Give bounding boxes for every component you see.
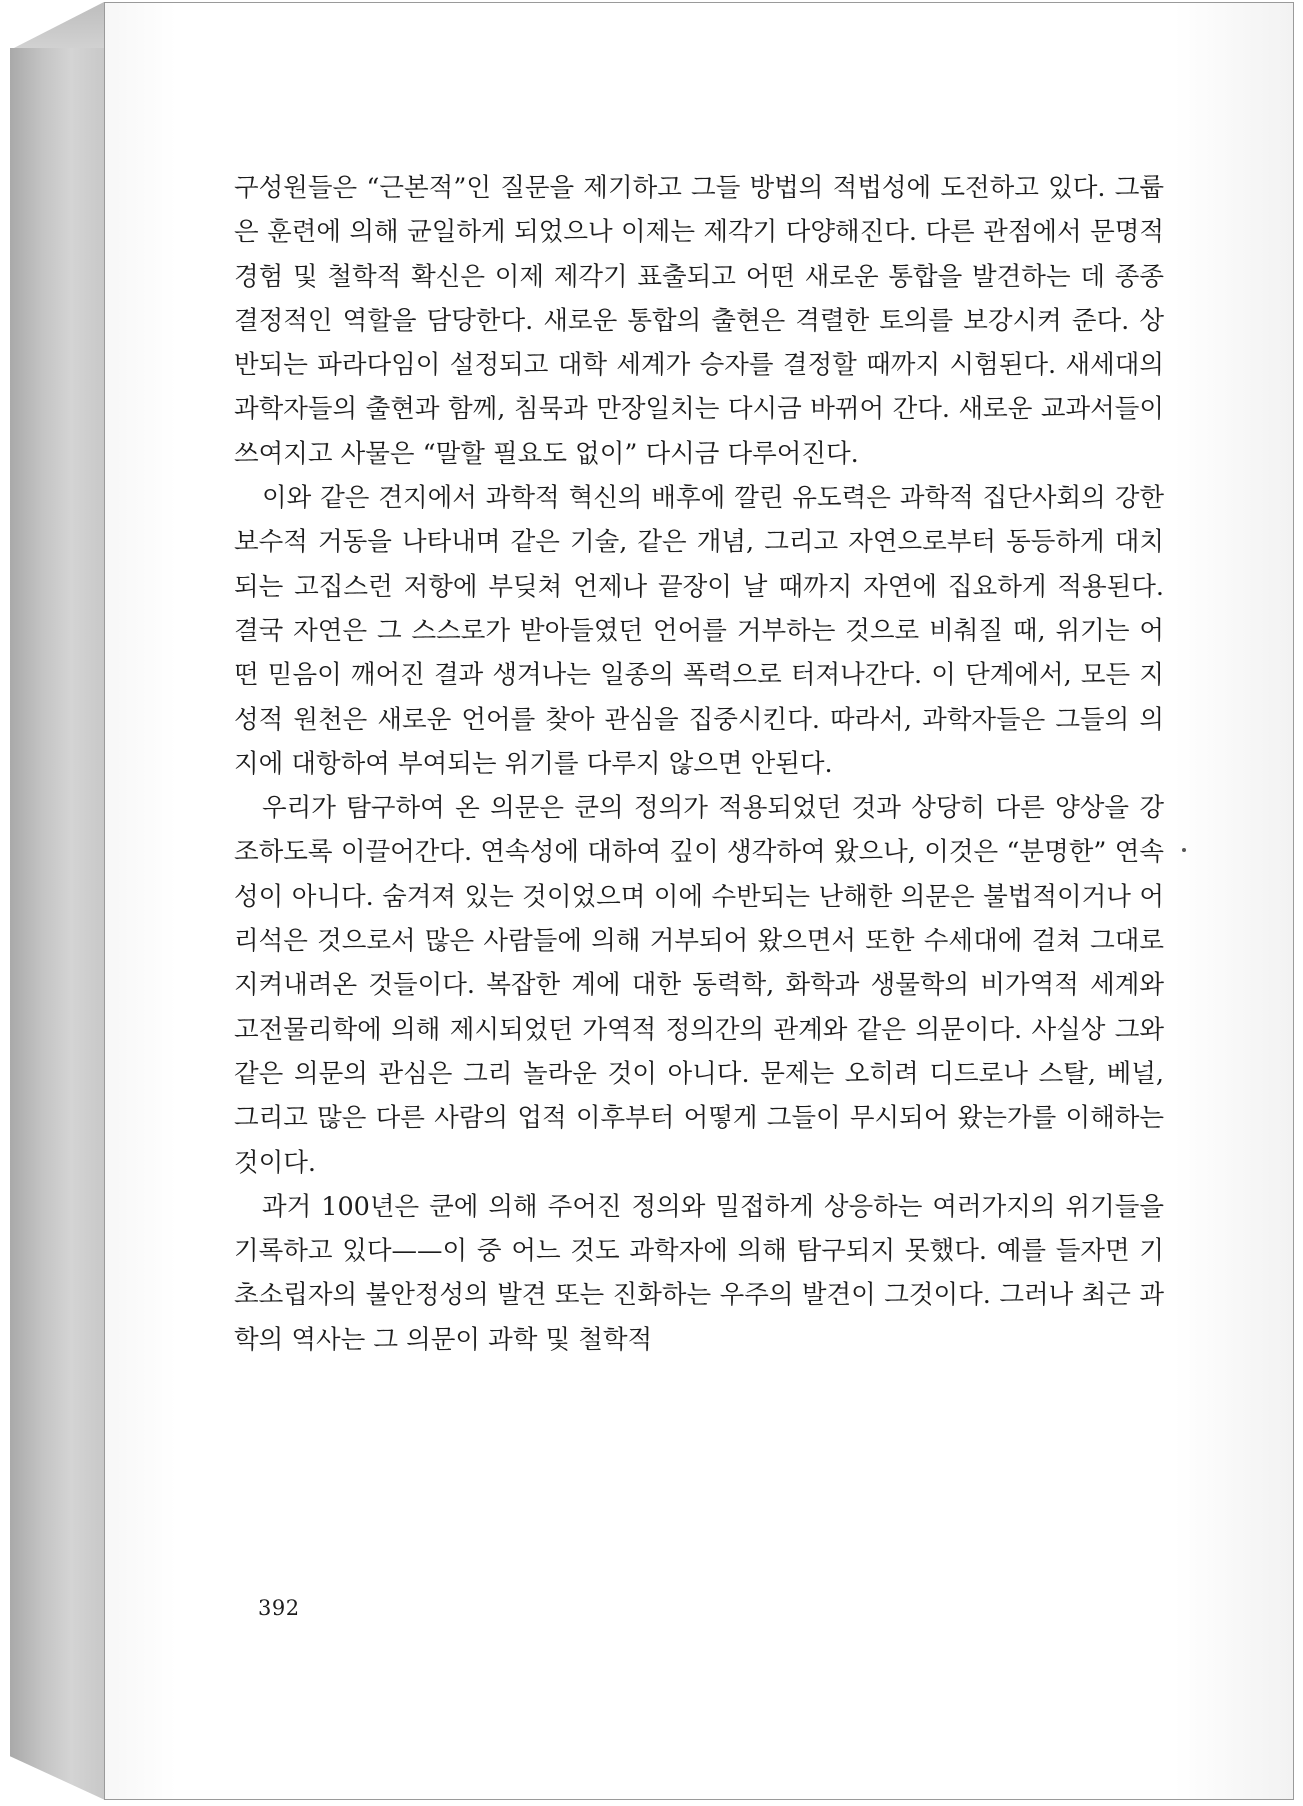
margin-mark xyxy=(1182,848,1186,852)
book-spine-top xyxy=(10,2,104,50)
book-spine xyxy=(10,48,105,1800)
page-text xyxy=(234,166,1164,1362)
paragraph: 우리가 탐구하여 온 의문은 쿤의 정의가 적용되었던 것과 상당히 다른 양상을 강조하도록 이끌어간다. 연속성에 대하여 깊이 생각하여 왔으나, 이것은 “분명한” 연속성이 아니다. 숨겨져 있는 것이었으며 이에 수반되는 난해한 의문은 불법적이거나 어리석은 것으로서 많은 사람들에 의해 거부되어 왔으면서 또한 수세대에 걸쳐 그대로 지켜내려온 것들이다. 복잡한 계에 대한 동력학, 화학과 생물학의 비가역적 세계와 고전물리학에 의해 제시되었던 가역적 정의간의 관계와 같은 의문이다. 사실상 그와 같은 의문의 관심은 그리 놀라운 것이 아니다. 문제는 오히려 디드로나 스탈, 베널, 그리고 많은 다른 사람의 업적 이후부터 어떻게 그들이 무시되어 왔는가를 이해하는 것이다. xyxy=(234,793,1164,1178)
paragraph: 구성원들은 “근본적”인 질문을 제기하고 그들 방법의 적법성에 도전하고 있다. 그룹은 훈련에 의해 균일하게 되었으나 이제는 제각기 다양해진다. 다른 관점에서 문명적 경험 및 철학적 확신은 이제 제각기 표출되고 어떤 새로운 통합을 발견하는 데 종종 결정적인 역할을 담당한다. 새로운 통합의 출현은 격렬한 토의를 보강시켜 준다. 상반되는 파라다임이 설정되고 대학 세계가 승자를 결정할 때까지 시험된다. 새세대의 과학자들의 출현과 함께, 침묵과 만장일치는 다시금 바뀌어 간다. 새로운 교과서들이 쓰여지고 사물은 “말할 필요도 없이” 다시금 다루어진다. xyxy=(234,173,1164,469)
paragraph: 과거 100년은 쿤에 의해 주어진 정의와 밀접하게 상응하는 여러가지의 위기들을 기록하고 있다——이 중 어느 것도 과학자에 의해 탐구되지 못했다. 예를 들자면 기초소립자의 불안정성의 발견 또는 진화하는 우주의 발견이 그것이다. 그러나 최근 과학의 역사는 그 의문이 과학 및 철학적 xyxy=(234,1191,1164,1355)
paragraph: 이와 같은 견지에서 과학적 혁신의 배후에 깔린 유도력은 과학적 집단사회의 강한 보수적 거동을 나타내며 같은 기술, 같은 개념, 그리고 자연으로부터 동등하게 대치되는 고집스런 저항에 부딪쳐 언제나 끝장이 날 때까지 자연에 집요하게 적용된다. 결국 자연은 그 스스로가 받아들였던 언어를 거부하는 것으로 비춰질 때, 위기는 어떤 믿음이 깨어진 결과 생겨나는 일종의 폭력으로 터져나간다. 이 단계에서, 모든 지성적 원천은 새로운 언어를 찾아 관심을 집중시킨다. 따라서, 과학자들은 그들의 의지에 대항하여 부여되는 위기를 다루지 않으면 안된다. xyxy=(234,483,1164,779)
page-number: 392 xyxy=(258,1596,300,1620)
